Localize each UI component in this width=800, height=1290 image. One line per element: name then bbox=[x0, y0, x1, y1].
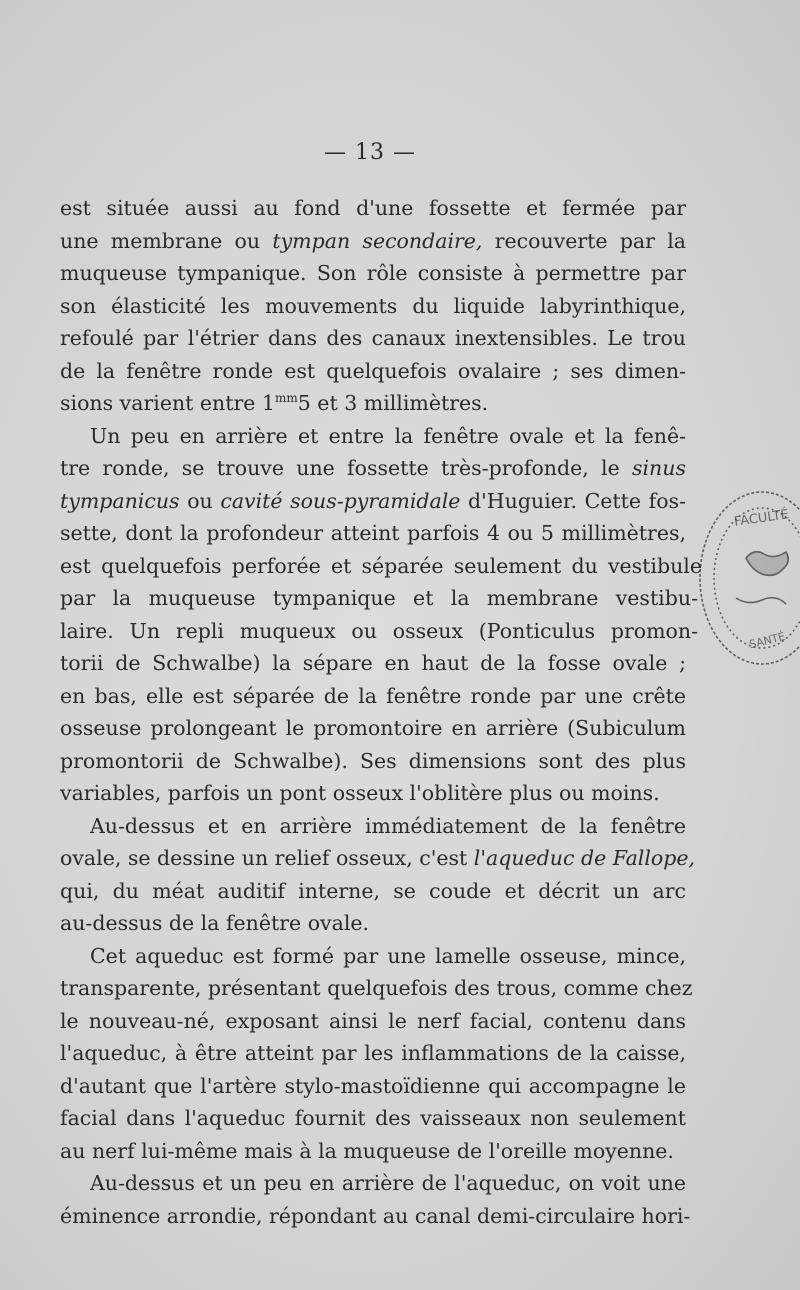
text-line: est située aussi au fond d'une fossette et fermée par bbox=[60, 196, 686, 220]
text-segment: ovale, se dessine un relief osseux, c'est bbox=[60, 846, 474, 870]
text-line: Au-dessus et en arrière immédiatement de la fenêtre bbox=[90, 813, 686, 838]
text-line: le nouveau-né, exposant ainsi le nerf facial, contenu dans bbox=[60, 1008, 686, 1033]
stamp-text-bottom: SANTÉ bbox=[747, 629, 787, 652]
text-line: variables, parfois un pont osseux l'oblitère plus ou moins. bbox=[60, 781, 660, 805]
page-number: — 13 — bbox=[324, 140, 416, 165]
text-line: au nerf lui-même mais à la muqueuse de l'oreille moyenne. bbox=[60, 1138, 674, 1163]
text-line: qui, du méat auditif interne, se coude et décrit un arc bbox=[60, 878, 686, 903]
italic-term: tympan secondaire, bbox=[272, 228, 483, 253]
text-line: éminence arrondie, répondant au canal demi-circulaire hori- bbox=[60, 1203, 691, 1228]
text-line bbox=[60, 842, 696, 875]
text-segment: tre ronde, se trouve une fossette très-profonde, le bbox=[60, 456, 632, 480]
text-line: l'aqueduc, à être atteint par les inflammations de la caisse, bbox=[60, 1041, 686, 1065]
text-segment: recouverte par la bbox=[482, 228, 686, 253]
text-segment: 5 et 3 millimètres. bbox=[297, 391, 489, 415]
text-line: Cet aqueduc est formé par une lamelle osseuse, mince, bbox=[90, 943, 686, 968]
text-line bbox=[60, 225, 686, 258]
text-line: promontorii de Schwalbe). Ses dimensions sont des plus bbox=[60, 748, 686, 773]
text-line: Au-dessus et un peu en arrière de l'aqueduc, on voit une bbox=[90, 1171, 686, 1195]
text-line: en bas, elle est séparée de la fenêtre ronde par une crête bbox=[60, 683, 686, 708]
text-segment: sions varient entre 1 bbox=[60, 391, 275, 415]
text-line: laire. Un repli muqueux ou osseux (Ponticulus promon- bbox=[60, 618, 698, 643]
text-segment: d'Huguier. Cette fos- bbox=[460, 488, 686, 513]
text-line: d'autant que l'artère stylo-mastoïdienne qui accompagne le bbox=[60, 1073, 686, 1098]
text-line: muqueuse tympanique. Son rôle consiste à permettre par bbox=[60, 261, 686, 285]
text-line: sette, dont la profondeur atteint parfois 4 ou 5 millimètres, bbox=[60, 521, 686, 545]
italic-term: cavité sous-pyramidale bbox=[220, 488, 461, 513]
unit-superscript: mm bbox=[274, 391, 298, 405]
text-line bbox=[60, 452, 686, 485]
text-segment: une membrane ou bbox=[60, 228, 273, 253]
text-line: Un peu en arrière et entre la fenêtre ovale et la fenê- bbox=[90, 423, 686, 448]
italic-term: l'aqueduc de Fallope, bbox=[473, 846, 696, 870]
text-line: par la muqueuse tympanique et la membrane vestibu- bbox=[60, 586, 698, 610]
text-line: est quelquefois perforée et séparée seulement du vestibule bbox=[60, 553, 702, 578]
body-text bbox=[60, 192, 702, 1232]
text-segment: ou bbox=[179, 488, 221, 513]
italic-term: sinus bbox=[631, 456, 686, 480]
italic-term: tympanicus bbox=[60, 488, 180, 513]
text-line: facial dans l'aqueduc fournit des vaisseaux non seulement bbox=[60, 1106, 686, 1130]
text-line: de la fenêtre ronde est quelquefois ovalaire ; ses dimen- bbox=[60, 358, 686, 383]
text-line: transparente, présentant quelquefois des trous, comme chez bbox=[60, 976, 693, 1000]
text-line: son élasticité les mouvements du liquide labyrinthique, bbox=[60, 293, 686, 318]
text-line bbox=[60, 387, 686, 420]
text-line: refoulé par l'étrier dans des canaux inextensibles. Le trou bbox=[60, 326, 686, 350]
stamp-text-top: FACULTÉ bbox=[733, 507, 790, 530]
text-line: au-dessus de la fenêtre ovale. bbox=[60, 911, 370, 935]
text-line: osseuse prolongeant le promontoire en arrière (Subiculum bbox=[60, 716, 686, 740]
library-stamp bbox=[676, 488, 800, 688]
text-line bbox=[60, 485, 686, 518]
text-line: torii de Schwalbe) la sépare en haut de la fosse ovale ; bbox=[60, 651, 686, 675]
